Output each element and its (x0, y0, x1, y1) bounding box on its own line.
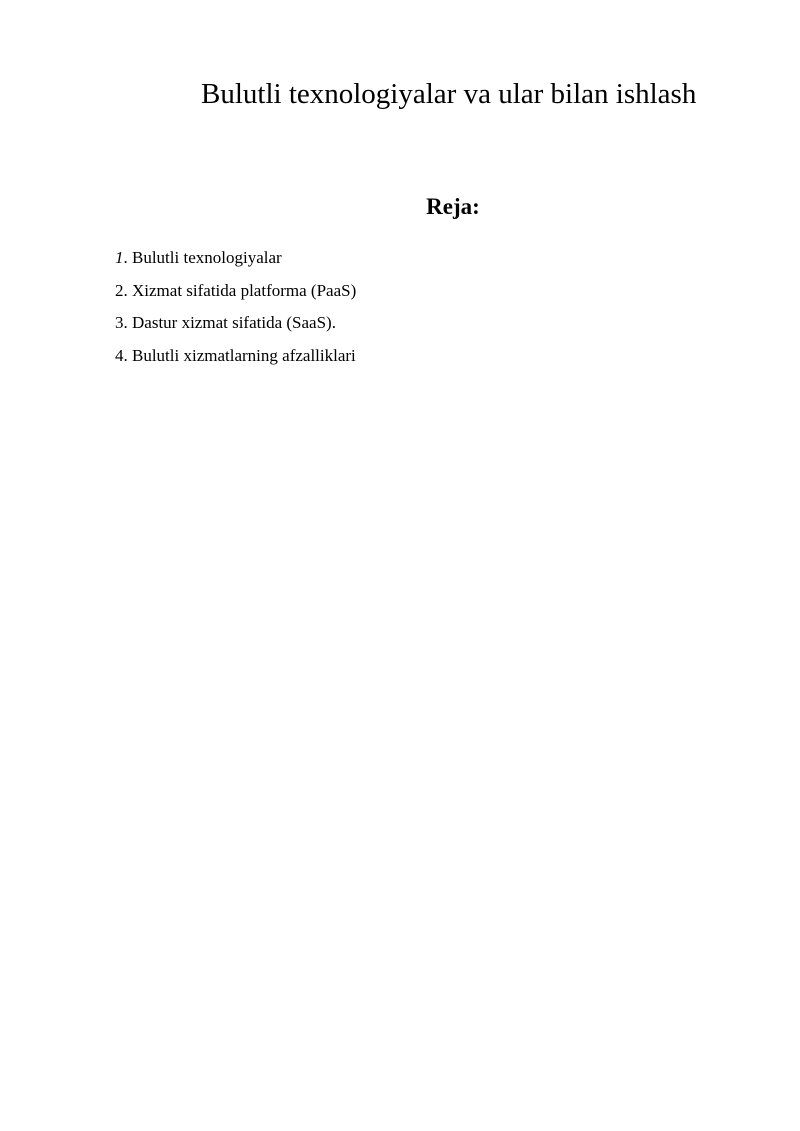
plan-item-text: Dastur xizmat sifatida (SaaS). (132, 313, 336, 332)
plan-heading: Reja: (426, 194, 480, 219)
plan-item-text: Xizmat sifatida platforma (PaaS) (132, 280, 357, 300)
plan-list (115, 247, 356, 377)
plan-item-separator: . (123, 248, 132, 267)
plan-item-number: 3 (115, 313, 124, 332)
plan-item-separator: . (123, 345, 132, 365)
plan-item-3 (115, 312, 356, 334)
plan-item-4 (115, 345, 356, 367)
plan-item-number: 4 (115, 345, 124, 365)
plan-item-separator: . (123, 280, 132, 300)
plan-item-text: Bulutli texnologiyalar (132, 248, 282, 267)
plan-item-number: 1 (115, 248, 124, 267)
plan-item-separator: . (123, 313, 132, 332)
document-title: Bulutli texnologiyalar va ular bilan ishlash (201, 78, 697, 110)
plan-item-number: 2 (115, 280, 124, 300)
plan-item-2 (115, 280, 356, 302)
plan-item-1 (115, 247, 356, 269)
plan-item-text: Bulutli xizmatlarning afzalliklari (132, 345, 356, 365)
